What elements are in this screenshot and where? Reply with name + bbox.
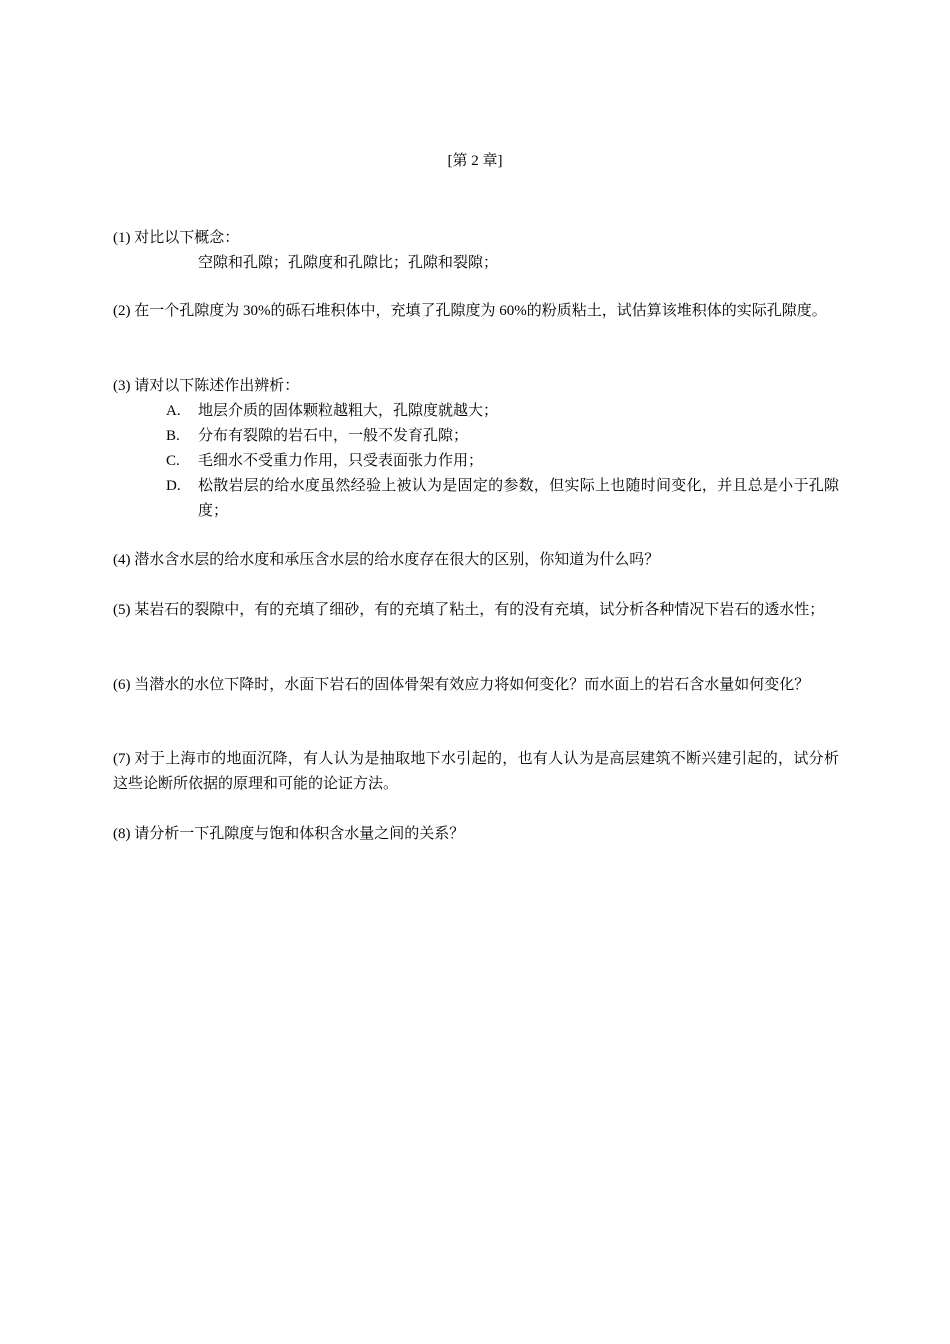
- question-1: (1) 对比以下概念：: [113, 230, 240, 246]
- question-2: (2) 在一个孔隙度为 30%的砾石堆积体中，充填了孔隙度为 60%的粉质粘土，试估算该堆积体的实际孔隙度。: [113, 303, 827, 319]
- option-text: 松散岩层的给水度虽然经验上被认为是固定的参数，但实际上也随时间变化，并且总是小于孔隙度；: [198, 478, 839, 519]
- option-letter: C.: [166, 453, 180, 469]
- question-4: (4) 潜水含水层的给水度和承压含水层的给水度存在很大的区别，你知道为什么吗？: [113, 552, 660, 568]
- chapter-title: [第 2 章]: [447, 153, 503, 169]
- option-text: 地层介质的固体颗粒越粗大，孔隙度就越大；: [198, 403, 499, 419]
- question-1-concepts: 空隙和孔隙；孔隙度和孔隙比；孔隙和裂隙；: [198, 255, 499, 271]
- question-3: (3) 请对以下陈述作出辨析：: [113, 378, 300, 394]
- question-6: (6) 当潜水的水位下降时，水面下岩石的固体骨架有效应力将如何变化？而水面上的岩石含水量如何变化？: [113, 677, 810, 693]
- option-letter: A.: [166, 403, 181, 419]
- question-5: (5) 某岩石的裂隙中，有的充填了细砂，有的充填了粘土，有的没有充填，试分析各种情况下岩石的透水性；: [113, 602, 825, 618]
- option-text: 分布有裂隙的岩石中，一般不发育孔隙；: [198, 428, 469, 444]
- question-8: (8) 请分析一下孔隙度与饱和体积含水量之间的关系？: [113, 826, 465, 842]
- question-7: (7) 对于上海市的地面沉降，有人认为是抽取地下水引起的，也有人认为是高层建筑不断兴建引起的，试分析这些论断所依据的原理和可能的论证方法。: [113, 751, 839, 792]
- option-letter: D.: [166, 478, 181, 494]
- option-text: 毛细水不受重力作用，只受表面张力作用；: [198, 453, 484, 469]
- option-letter: B.: [166, 428, 180, 444]
